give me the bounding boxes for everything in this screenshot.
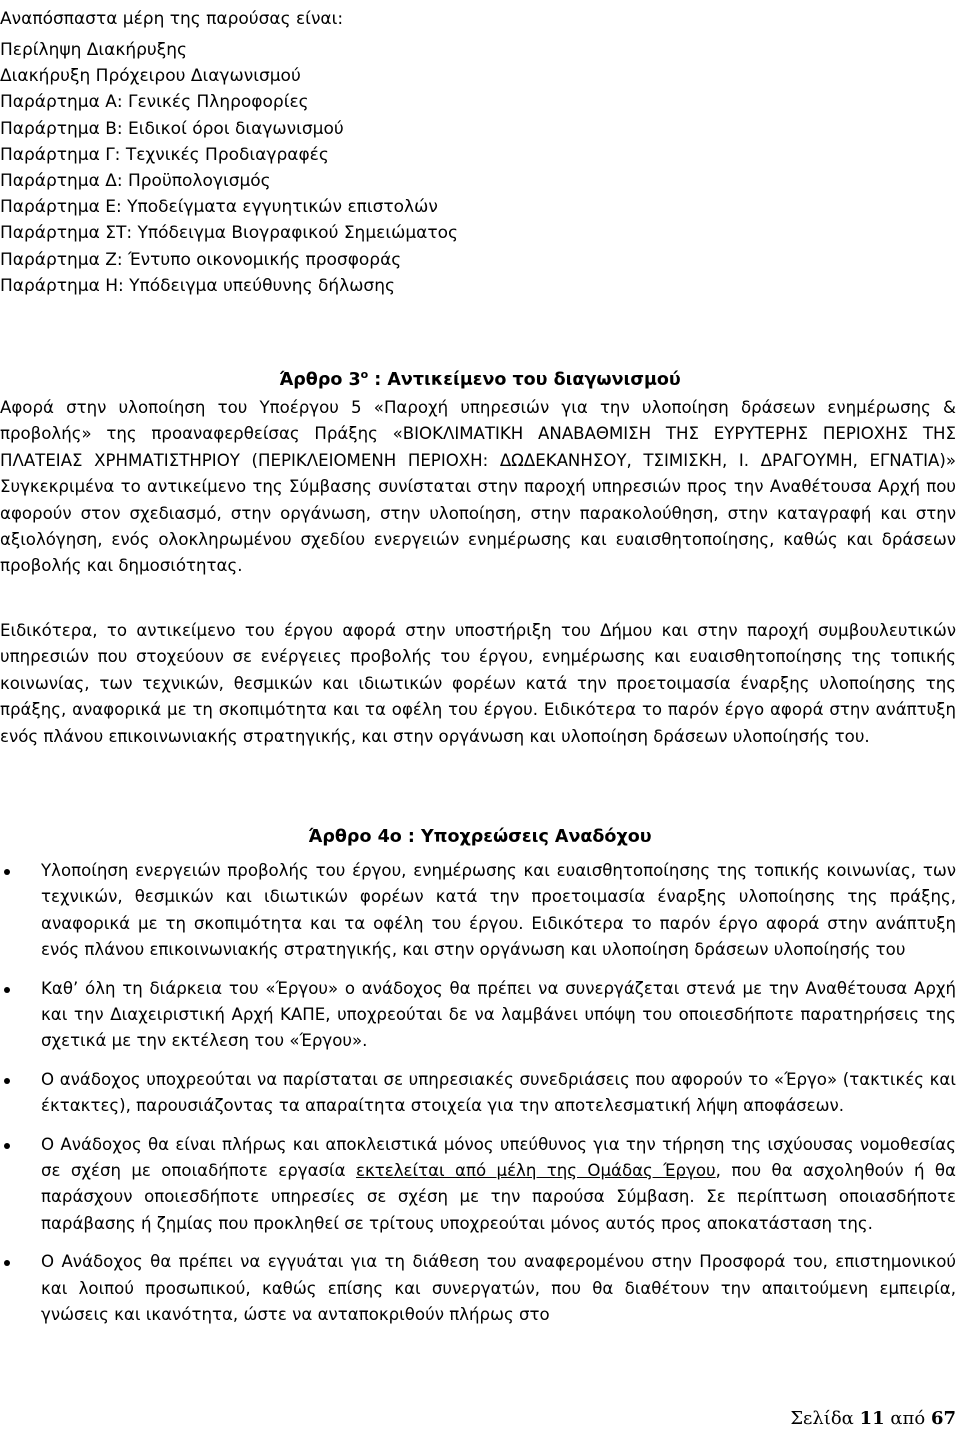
contents-list <box>0 37 458 299</box>
list-item <box>0 976 956 1055</box>
list-item <box>0 1132 956 1238</box>
list-item <box>0 1067 956 1120</box>
bullet-icon <box>4 1143 10 1149</box>
contents-item: Διακήρυξη Πρόχειρου Διαγωνισμού <box>0 66 301 87</box>
contents-item: Παράρτημα Α: Γενικές Πληροφορίες <box>0 92 309 113</box>
contents-item: Παράρτημα Γ: Τεχνικές Προδιαγραφές <box>0 144 329 165</box>
contents-item: Παράρτημα Ε: Υποδείγματα εγγυητικών επιστολών <box>0 197 438 218</box>
list-item-text: Καθ’ όλη τη διάρκεια του «Έργου» ο ανάδοχος θα πρέπει να συνεργάζεται στενά με την Αναθέτουσα Αρχή και την Διαχειριστική Αρχή ΚΑΠΕ, υποχρεούται δε να λαμβάνει υπόψη του οποιεσδήποτε παρατηρήσεις της σχετικά με την εκτέλεση του «Έργου». <box>41 978 956 1051</box>
article-3-title-sup: ο <box>360 368 369 381</box>
bullet-icon <box>4 1078 10 1084</box>
bullet-icon <box>4 1260 10 1266</box>
article-3-paragraph-1: Αφορά στην υλοποίηση του Υποέργου 5 «Παροχή υπηρεσιών για την υλοποίηση δράσεων ενημέρωσης & προβολής» της προαναφερθείσας Πράξης «ΒΙΟΚΛΙΜΑΤΙΚΗ ΑΝΑΒΑΘΜΙΣΗ ΤΗΣ ΕΥΡΥΤΕΡΗΣ ΠΕΡΙΟΧΗΣ ΤΗΣ ΠΛΑΤΕΙΑΣ ΧΡΗΜΑΤΙΣΤΗΡΙΟΥ (ΠΕΡΙΚΛΕΙΟΜΕΝΗ ΠΕΡΙΟΧΗ: ΔΩΔΕΚΑΝΗΣΟΥ, ΤΣΙΜΙΣΚΗ, Ι. ΔΡΑΓΟΥΜΗ, ΕΓΝΑΤΙΑ)» Συγκεκριμένα το αντικείμενο της Σύμβασης συνίσταται στην παροχή υπηρεσιών προς την Αναθέτουσα Αρχή που αφορούν στον σχεδιασμό, στην οργάνωση, στην υλοποίηση, στην παρακολούθηση, στην καταγραφή και στην αξιολόγηση, ενός ολοκληρωμένου σχεδίου ενεργειών ενημέρωσης και ευαισθητοποίησης, καθώς και δράσεων προβολής και δημοσιότητας. <box>0 398 956 576</box>
list-item-text-start: Ο Ανάδοχος θα είναι πλήρως και αποκλειστικά μόνος υπεύθυνος για την τήρηση της ισχύουσας νομοθεσίας σε σχέση με οποιαδήποτε εργασία <box>41 1134 956 1181</box>
bullet-icon <box>4 869 10 875</box>
list-item <box>0 1249 956 1328</box>
page-footer <box>790 1407 956 1431</box>
underlined-phrase: εκτελείται από μέλη της Ομάδας Έργου <box>356 1161 716 1181</box>
bullet-icon <box>4 987 10 993</box>
contents-item: Παράρτημα Η: Υπόδειγμα υπεύθυνης δήλωσης <box>0 275 395 296</box>
article-4-heading: Άρθρο 4ο : Υποχρεώσεις Αναδόχου <box>308 827 652 847</box>
article-3-title-pre: Άρθρο 3 <box>279 369 361 390</box>
contents-item: Παράρτημα Β: Ειδικοί όροι διαγωνισμού <box>0 118 344 139</box>
list-item <box>0 858 956 964</box>
list-item-text <box>41 1132 956 1238</box>
total-pages-number: 67 <box>930 1408 956 1429</box>
article-3-paragraph-2: Ειδικότερα, το αντικείμενο του έργου αφορά στην υποστήριξη του Δήμου και στην παροχή συμβουλευτικών υπηρεσιών που στοχεύουν σε ενέργειες προβολής του έργου, ενημέρωσης και ευαισθητοποίησης της τοπικής κοινωνίας, των τεχνικών, θεσμικών και ιδιωτικών φορέων κατά την προετοιμασία έναρξης υλοποίησης της πράξης, αναφορικά με τη σκοπιμότητα και τα οφέλη του έργου. Ειδικότερα το παρόν έργο αφορά στην ανάπτυξη ενός πλάνου επικοινωνιακής στρατηγικής, και στην οργάνωση και υλοποίηση δράσεων υλοποίησής του. <box>0 621 956 746</box>
obligations-list <box>0 858 956 1341</box>
article-3-title-post: : Αντικείμενο του διαγωνισμού <box>368 369 681 390</box>
current-page-number: 11 <box>859 1408 885 1429</box>
article-3-heading <box>0 362 960 393</box>
list-item-text: Ο ανάδοχος υποχρεούται να παρίσταται σε υπηρεσιακές συνεδριάσεις που αφορούν το «Έργο» (τακτικές και έκτακτες), παρουσιάζοντας τα απαραίτητα στοιχεία για την αποτελεσματική λήψη αποφάσεων. <box>41 1069 956 1116</box>
contents-item: Περίληψη Διακήρυξης <box>0 40 187 60</box>
contents-item: Παράρτημα Ζ: Έντυπο οικονομικής προσφοράς <box>0 249 402 270</box>
page-label: Σελίδα <box>790 1408 854 1429</box>
contents-item: Παράρτημα Δ: Προϋπολογισμός <box>0 171 271 192</box>
intro-text: Αναπόσπαστα μέρη της παρούσας είναι: <box>0 9 344 29</box>
contents-item: Παράρτημα ΣΤ: Υπόδειγμα Βιογραφικού Σημειώματος <box>0 223 458 244</box>
list-item-text-end: , που θα ασχοληθούν ή θα παράσχουν οποιεσδήποτε υπηρεσίες σε σχέση με την παρούσα Σύμβαση. Σε περίπτωση οποιασδήποτε παράβασης ή ζημίας που προκληθεί σε τρίτους υποχρεούται μόνος αυτός προς αποκατάσταση της. <box>41 1161 956 1233</box>
list-item-text: Ο Ανάδοχος θα πρέπει να εγγυάται για τη διάθεση του αναφερομένου στην Προσφορά του, επιστημονικού και λοιπού προσωπικού, καθώς επίσης και συνεργατών, που θα διαθέτουν την απαιτούμενη εμπειρία, γνώσεις και ικανότητα, ώστε να ανταποκριθούν πλήρως στο <box>41 1252 956 1325</box>
list-item-text: Υλοποίηση ενεργειών προβολής του έργου, ενημέρωσης και ευαισθητοποίησης της τοπικής κοινωνίας, των τεχνικών, θεσμικών και ιδιωτικών φορέων κατά την προετοιμασία έναρξης υλοποίησης της πράξης, αναφορικά με τη σκοπιμότητα και τα οφέλη του έργου. Ειδικότερα το παρόν έργο αφορά στην ανάπτυξη ενός πλάνου επικοινωνιακής στρατηγικής, και στην οργάνωση και υλοποίηση δράσεων υλοποίησής του <box>41 861 956 960</box>
page-of-label: από <box>890 1408 926 1429</box>
